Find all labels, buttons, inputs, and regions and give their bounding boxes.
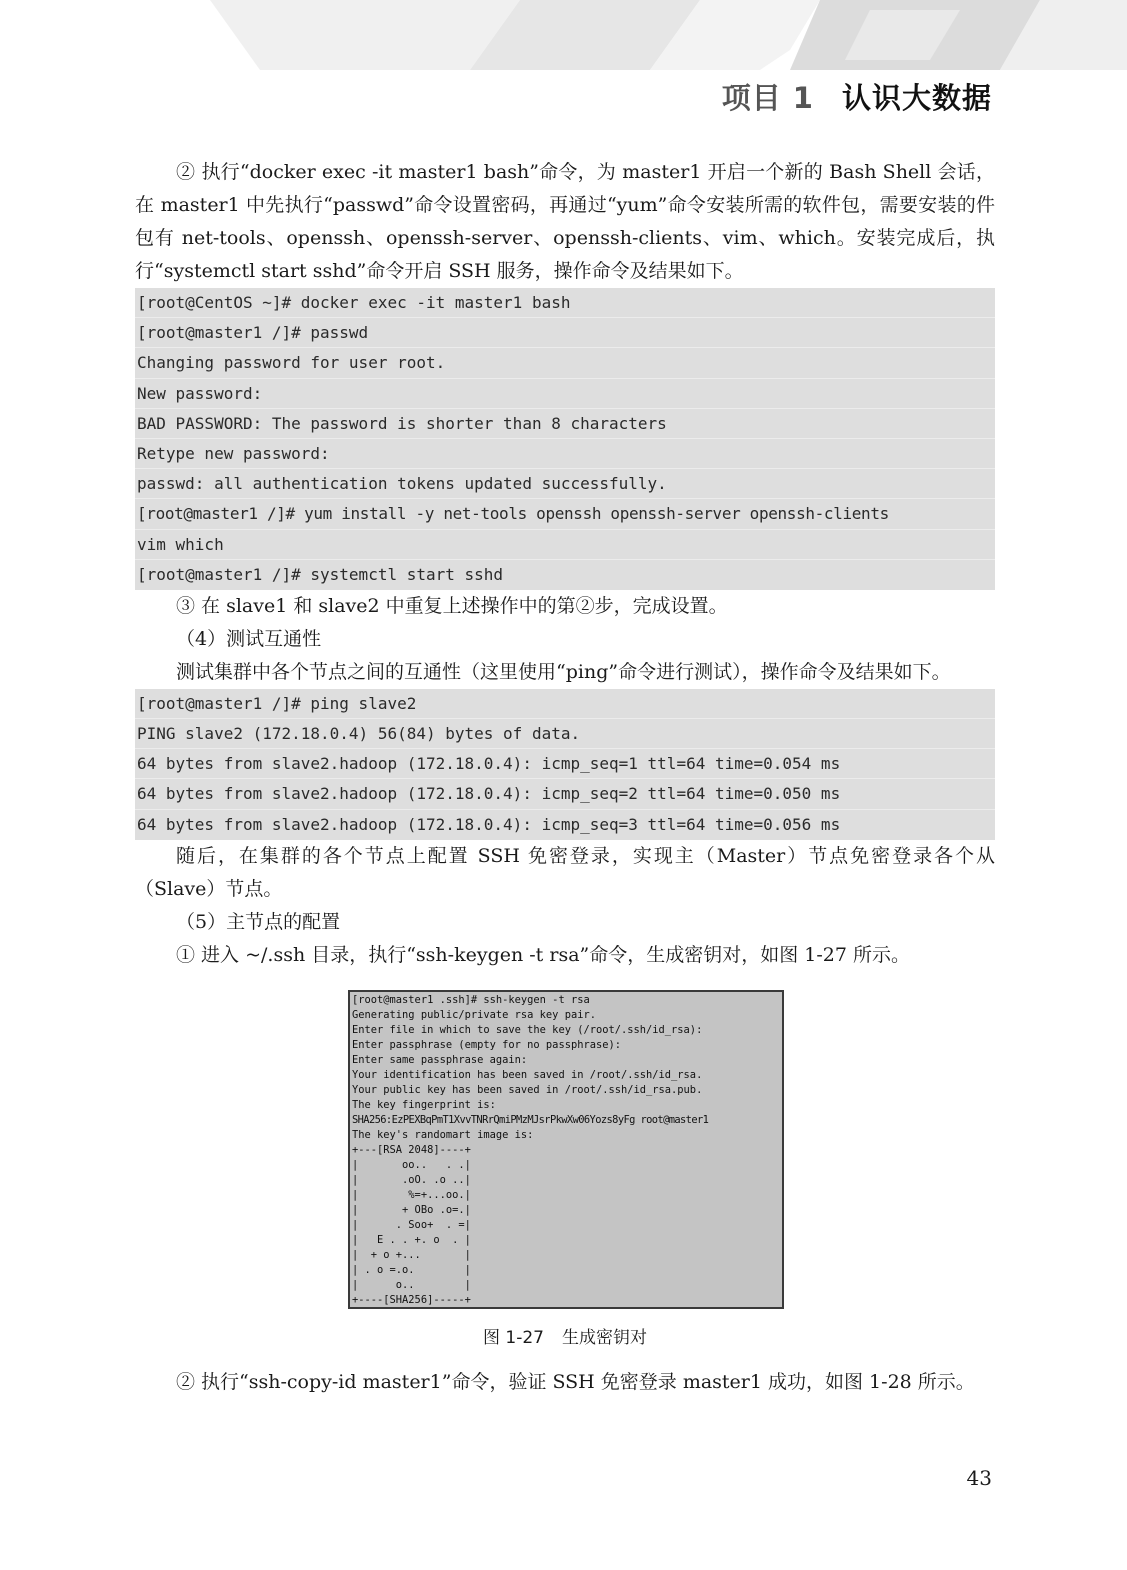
code-line: 64 bytes from slave2.hadoop (172.18.0.4): icmp_seq=1 ttl=64 time=0.054 ms: [135, 749, 995, 779]
terminal-line: Your public key has been saved in /root/.ssh/id_rsa.pub.: [352, 1083, 703, 1096]
figure-caption: [348, 1323, 782, 1348]
code-line: New password:: [135, 379, 995, 409]
terminal-screenshot: [348, 990, 784, 1309]
terminal-line: | E . . +. o . |: [352, 1233, 471, 1246]
code-line: PING slave2 (172.18.0.4) 56(84) bytes of data.: [135, 719, 995, 749]
figure-title: 生成密钥对: [562, 1327, 647, 1348]
code-line: [root@master1 /]# ping slave2: [135, 689, 995, 719]
code-line: Retype new password:: [135, 439, 995, 469]
terminal-line: Enter file in which to save the key (/root/.ssh/id_rsa):: [352, 1023, 703, 1036]
paragraph-step1-keygen: ① 进入 ~/.ssh 目录，执行“ssh-keygen -t rsa”命令，生成密钥对，如图 1-27 所示。: [176, 943, 910, 966]
paragraph-test-intro: 测试集群中各个节点之间的互通性（这里使用“ping”命令进行测试），操作命令及结果如下。: [176, 660, 951, 683]
page-content: [135, 156, 995, 1399]
code-line: [root@CentOS ~]# docker exec -it master1 bash: [135, 288, 995, 318]
terminal-line: | .oO. .o ..|: [352, 1173, 471, 1186]
code-line: 64 bytes from slave2.hadoop (172.18.0.4): icmp_seq=3 ttl=64 time=0.056 ms: [137, 814, 841, 834]
terminal-line: Enter passphrase (empty for no passphrase):: [352, 1038, 621, 1051]
code-line: Changing password for user root.: [135, 348, 995, 378]
code-line: vim which: [135, 530, 995, 560]
terminal-line: Generating public/private rsa key pair.: [352, 1008, 596, 1021]
terminal-line: +----[SHA256]-----+: [352, 1293, 471, 1306]
terminal-line: The key's randomart image is:: [352, 1128, 534, 1141]
terminal-line: | oo.. . .|: [352, 1158, 471, 1171]
code-line: BAD PASSWORD: The password is shorter than 8 characters: [135, 409, 995, 439]
paragraph-step3: ③ 在 slave1 和 slave2 中重复上述操作中的第②步，完成设置。: [176, 594, 728, 617]
code-block-setup: [135, 288, 995, 590]
chapter-header: [722, 76, 992, 117]
code-line: passwd: all authentication tokens updated successfully.: [135, 469, 995, 499]
code-line: 64 bytes from slave2.hadoop (172.18.0.4): icmp_seq=2 ttl=64 time=0.050 ms: [135, 779, 995, 809]
chapter-number: 项目 1: [721, 81, 814, 115]
code-line: [root@master1 /]# systemctl start sshd: [137, 564, 504, 584]
terminal-line: Enter same passphrase again:: [352, 1053, 528, 1066]
section-heading-master-config: （5）主节点的配置: [176, 910, 341, 933]
page-number: 43: [966, 1466, 992, 1490]
paragraph-step2: ② 执行“docker exec -it master1 bash”命令，为 master1 开启一个新的 Bash Shell 会话，在 master1 中先执行“passwd”命令设置密码，再通过“yum”命令安装所需的软件包，需要安装的件包有 net-tools、openssh、openssh-server、openssh-clients、vim、which。安装完成后，执行“systemctl start sshd”命令开启 SSH 服务，操作命令及结果如下。: [135, 161, 995, 282]
section-heading-test-connectivity: （4）测试互通性: [176, 627, 322, 650]
terminal-line: | o.. |: [352, 1278, 471, 1291]
code-line: [root@master1 /]# yum install -y net-tools openssh openssh-server openssh-clients: [135, 499, 995, 529]
terminal-line: | %=+...oo.|: [352, 1188, 471, 1201]
terminal-line: [root@master1 .ssh]# ssh-keygen -t rsa: [352, 993, 590, 1006]
terminal-line: Your identification has been saved in /root/.ssh/id_rsa.: [352, 1068, 703, 1081]
terminal-line: +---[RSA 2048]----+: [352, 1143, 471, 1156]
terminal-line: | + o +... |: [352, 1248, 471, 1261]
terminal-line: The key fingerprint is:: [352, 1098, 496, 1111]
paragraph-ssh-intro: 随后，在集群的各个节点上配置 SSH 免密登录，实现主（Master）节点免密登录各个从（Slave）节点。: [135, 844, 995, 900]
chapter-title: 认识大数据: [841, 81, 992, 115]
header-banner-graphic: [0, 0, 1127, 70]
code-line: [root@master1 /]# passwd: [135, 318, 995, 348]
terminal-line: | . Soo+ . =|: [352, 1218, 471, 1231]
terminal-line: | + OBo .o=.|: [352, 1203, 471, 1216]
terminal-line: | . o =.o. |: [352, 1263, 471, 1276]
figure-1-27: [348, 990, 782, 1348]
figure-number: 图 1-27: [483, 1327, 544, 1348]
code-block-ping: [135, 689, 995, 840]
terminal-line: SHA256:EzPEXBqPmT1XvvTNRrQmiPMzMJsrPkwXw06Yozs8yFg root@master1: [352, 1113, 709, 1126]
paragraph-step2-copy-id: ② 执行“ssh-copy-id master1”命令，验证 SSH 免密登录 master1 成功，如图 1-28 所示。: [176, 1370, 975, 1393]
